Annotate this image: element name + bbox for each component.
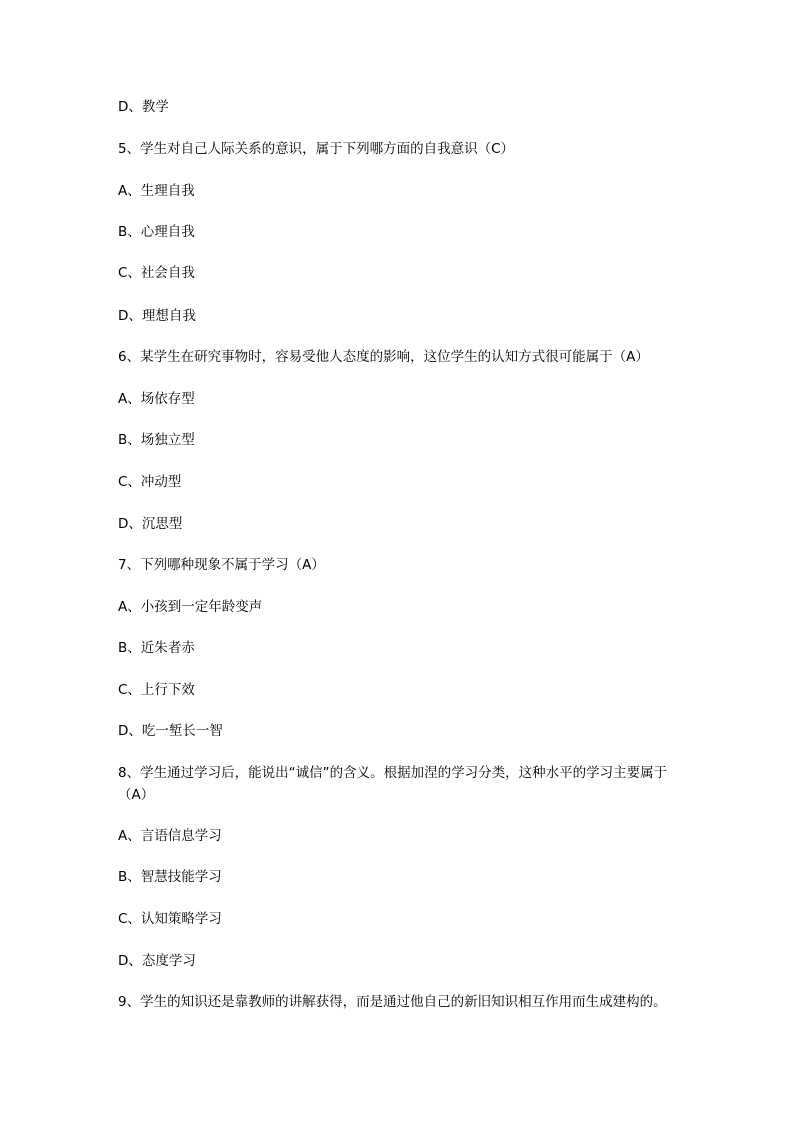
option-b-q6: B、场独立型 <box>118 432 195 448</box>
option-c-q5: C、社会自我 <box>118 265 195 281</box>
option-b-q7: B、近朱者赤 <box>118 640 195 656</box>
option-a-q7: A、小孩到一定年龄变声 <box>118 599 263 615</box>
option-d-q8: D、态度学习 <box>118 953 196 969</box>
option-d-q5: D、理想自我 <box>118 308 196 324</box>
option-d-q7: D、吃一堑长一智 <box>118 723 223 739</box>
option-b-q5: B、心理自我 <box>118 224 195 240</box>
option-c-q7: C、上行下效 <box>118 682 195 698</box>
option-c-q6: C、冲动型 <box>118 474 182 490</box>
option-a-q6: A、场依存型 <box>118 391 195 407</box>
option-b-q8: B、智慧技能学习 <box>118 869 222 885</box>
option-d-q4: D、教学 <box>118 99 169 115</box>
question-6: 6、某学生在研究事物时，容易受他人态度的影响，这位学生的认知方式很可能属于（A） <box>118 349 649 365</box>
question-5: 5、学生对自己人际关系的意识，属于下列哪方面的自我意识（C） <box>118 141 515 157</box>
option-a-q8: A、言语信息学习 <box>118 828 222 844</box>
option-d-q6: D、沉思型 <box>118 516 183 532</box>
question-8: 8、学生通过学习后，能说出“诚信”的含义。根据加涅的学习分类，这种水平的学习主要属于（A） <box>118 765 668 803</box>
option-c-q8: C、认知策略学习 <box>118 911 222 927</box>
question-9: 9、学生的知识还是靠教师的讲解获得，而是通过他自己的新旧知识相互作用而生成建构的。 <box>118 994 667 1010</box>
question-7: 7、下列哪种现象不属于学习（A） <box>118 557 325 573</box>
option-a-q5: A、生理自我 <box>118 183 195 199</box>
